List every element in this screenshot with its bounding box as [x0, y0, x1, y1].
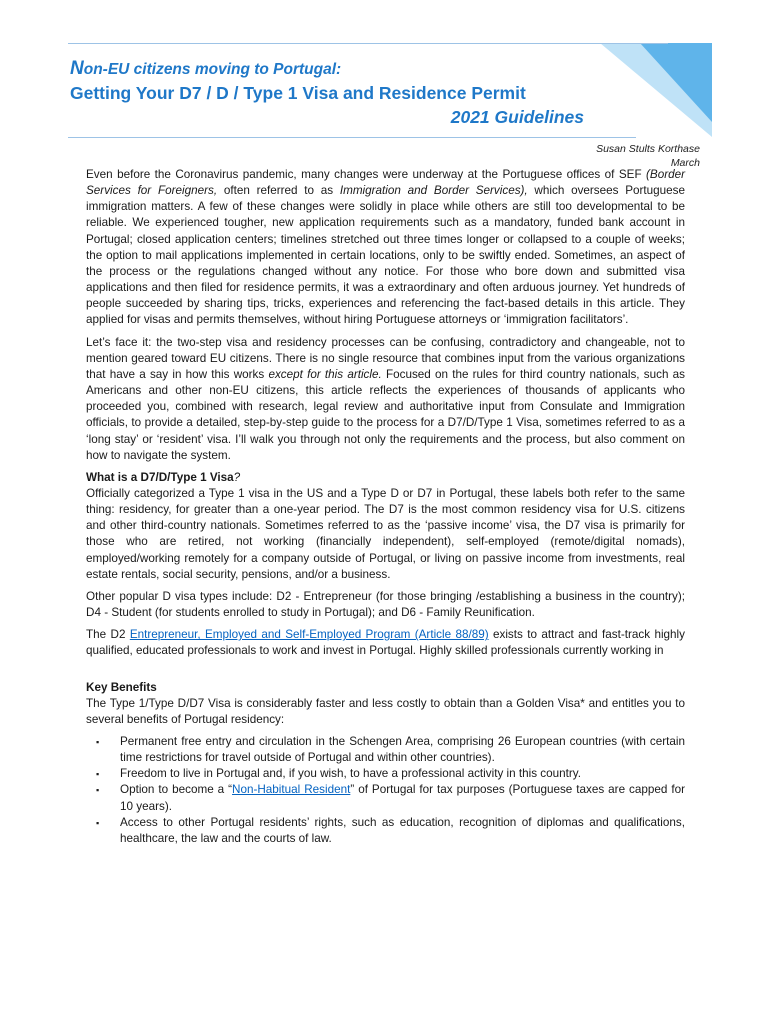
bullet-icon: ▪ — [96, 785, 100, 796]
s1-heading-q: ? — [233, 470, 241, 484]
spacer — [86, 666, 685, 680]
p2-a: Let’s face it: the two-step visa and residency processes can be confusing, contradictory and changeable, not to mention geared toward EU citizens. There is no single resource that combines input from the various organizations that have a say in how this works — [86, 335, 685, 381]
other-visa-types-paragraph: Other popular D visa types include: D2 - Entrepreneur (for those bringing /establishing a business in the country); D4 - Student (for students enrolled to study in Portugal); and D6 - Family Reunification. — [86, 589, 685, 620]
list-item — [86, 766, 685, 782]
overview-paragraph — [86, 335, 685, 464]
p1-a: Even before the Coronavirus pandemic, many changes were underway at the Portuguese offices of SEF — [86, 168, 647, 181]
p2-c: Focused on the rules for third country nationals, such as Americans and other non-EU citizens, this article reflects the experiences of thousands of applicants who proceeded you, combined with research, legal review and authoritative input from Consulate and Immigration officials, to provide a detailed, step-by-step guide to the process for a D7/D/Type 1 Visa, sometimes referred to as a ‘long stay’ or ‘resident’ visa. I’ll walk you through not only the requirements and the process, but also comment on how to navigate the system. — [86, 367, 685, 462]
p1-c: often referred to as — [217, 184, 340, 198]
benefits-list — [86, 734, 685, 847]
publish-date: March — [670, 157, 700, 169]
list-item — [86, 815, 685, 847]
p2-b: except for this article. — [268, 367, 382, 381]
document-subtitle: 2021 Guidelines — [450, 107, 584, 127]
document-header — [70, 57, 600, 128]
kicker-initial: N — [70, 58, 84, 79]
bullet-icon: ▪ — [96, 817, 100, 828]
bullet-icon: ▪ — [96, 769, 100, 780]
byline — [596, 142, 700, 170]
p1-d: Immigration and Border Services), — [339, 184, 528, 198]
p1-e: which oversees Portuguese immigration matters. A few of these changes were solidly in place while others are still too developmental to be reliable. We experienced tougher, new application requirements such as a mandatory, funded bank account in Portugal; closed application centers; timelines stretched out three times longer or collapsed to a couple of weeks; the option to mail applications implemented in certain locations, only to be swiftly ended. Sometimes, an aspect of the process or the regulations changed without any notice. For those who bore down and submitted visa applications and then filed for residence permits, it was a extraordinary and often arduous journey. Yet hundreds of people succeeded by sharing tips, tricks, experiences and referencing the fact-based details in this article. They applied for visas and permits themselves, without hiring Portuguese attorneys or ‘immigration facilitators’. — [86, 184, 686, 327]
kicker-rest: on-EU citizens moving to Portugal: — [83, 61, 342, 78]
non-habitual-resident-link[interactable]: Non-Habitual Resident — [232, 783, 351, 797]
header-kicker — [70, 57, 600, 82]
d2-program-link[interactable]: Entrepreneur, Employed and Self-Employed Program (Article 88/89) — [129, 628, 489, 642]
d2-program-paragraph — [86, 627, 685, 659]
section-heading-key-benefits: Key Benefits — [86, 680, 157, 694]
header-top-rule — [68, 43, 668, 44]
benefit-3-a: Option to become a “ — [120, 783, 233, 797]
p4-b: exists to attract and fast-track highly qualified, educated professionals to work and invest in Portugal. Highly skilled professionals currently working in — [86, 628, 685, 658]
p4-a: The D2 — [86, 628, 130, 642]
section-heading-what-is — [86, 470, 685, 486]
what-is-paragraph: Officially categorized a Type 1 visa in the US and a Type D or D7 in Portugal, these labels both refer to the same thing: residency, for greater than a one-year period. The D7 is the most common residency visa for U.S. citizens and other third-country nationals. Sometimes referred to as the ‘passive income’ visa, the D7 visa is primarily for those who are retired, not working (financially independent), self-employed (remote/digital nomads), employed/working remotely for a company outside of Portugal, or living on passive income from investments, real estate rentals, social security, pensions, and/or a business. — [86, 486, 685, 581]
benefit-3-b: ” of Portugal for tax purposes (Portuguese taxes are capped for 10 years). — [120, 783, 685, 813]
p1-b: (Border Services for Foreigners, — [86, 168, 685, 198]
list-item — [86, 734, 685, 766]
key-benefits-paragraph: The Type 1/Type D/D7 Visa is considerably faster and less costly to obtain than a Golden Visa* and entitles you to several benefits of Portugal residency: — [86, 696, 685, 726]
s1-heading-text: What is a D7/D/Type 1 Visa — [86, 470, 234, 484]
benefit-4: Access to other Portugal residents’ rights, such as education, recognition of diplomas and qualifications, healthcare, the law and the courts of law. — [120, 815, 685, 845]
intro-paragraph — [86, 167, 685, 329]
author-name: Susan Stults Korthase — [596, 143, 700, 155]
document-title: Getting Your D7 / D / Type 1 Visa and Residence Permit — [70, 83, 526, 103]
benefit-2: Freedom to live in Portugal and, if you wish, to have a professional activity in this country. — [120, 767, 582, 781]
list-item — [86, 782, 685, 814]
bullet-icon: ▪ — [96, 737, 100, 747]
article-body — [86, 167, 685, 847]
benefit-1: Permanent free entry and circulation in the Schengen Area, comprising 26 European countries (with certain time restrictions for travel outside of Portugal and within other countries). — [120, 735, 685, 765]
header-bottom-rule — [68, 137, 636, 138]
